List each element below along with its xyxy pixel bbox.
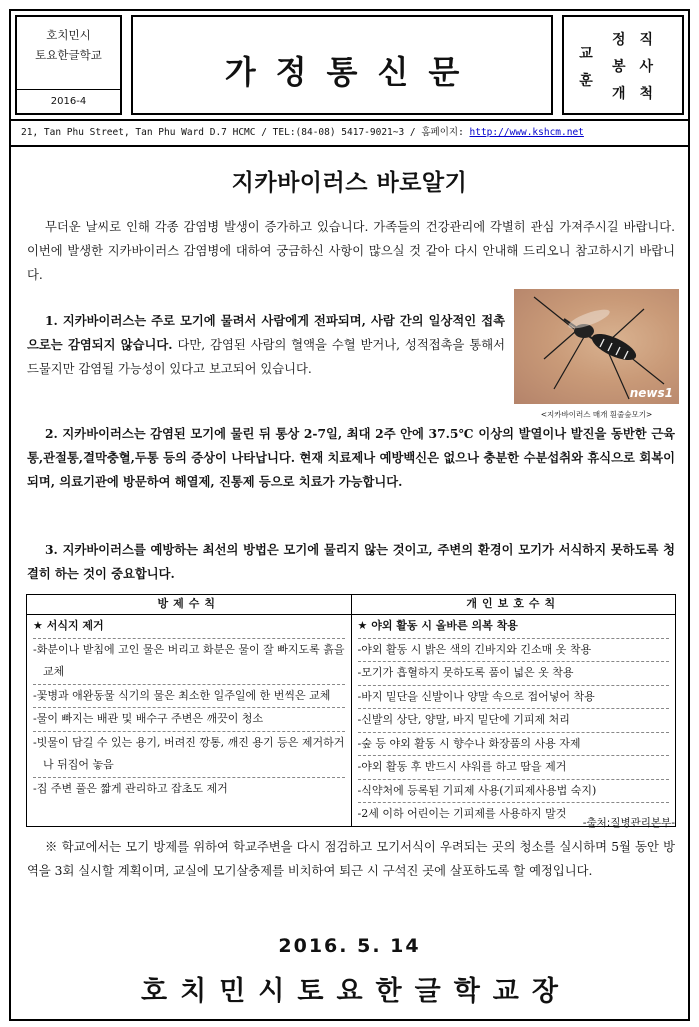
right-column	[351, 615, 676, 827]
school-box	[15, 15, 122, 115]
divider	[17, 89, 120, 90]
paragraph-1-rest: 다만, 감염된 사람의 혈액을 수혈 받거나, 성적접촉을 통해서 드물지만 감염될 가능성이 있다고 보고되어 있습니다.	[27, 338, 505, 376]
header	[11, 11, 688, 121]
list-item: -야외 활동 후 반드시 샤워를 하고 땀을 제거	[358, 755, 670, 779]
title-box	[131, 15, 553, 115]
address-text: 21, Tan Phu Street, Tan Phu Ward D.7 HCMC / TEL:(84-08) 5417-9021~3 / 홈페이지:	[21, 127, 470, 138]
homepage-link[interactable]: http://www.kshcm.net	[469, 127, 584, 138]
school-name-line1: 호치민시	[46, 28, 91, 42]
right-section-title: ★ 야외 활동 시 올바른 의복 착용	[357, 619, 518, 632]
table-header-row	[27, 595, 676, 615]
principal-signature: 호치민시토요한글학교장	[141, 976, 571, 1007]
school-name-line2: 토요한글학교	[35, 48, 102, 62]
school-notice: ※ 학교에서는 모기 방제를 위하여 학교주변을 다시 점검하고 모기서식이 우려되는 곳의 청소를 실시하며 5월 동안 방역을 3회 실시할 계획이며, 교실에 모기살충제를 비치하여 퇴근 시 구석진 곳에 살포하도록 할 예정입니다.	[27, 840, 675, 878]
paragraph-1	[27, 309, 505, 381]
motto-value-3: 개척	[612, 86, 668, 102]
paragraph-2: 2. 지카바이러스는 감염된 모기에 물린 뒤 통상 2-7일, 최대 2주 안에 37.5℃ 이상의 발열이나 발진을 동반한 근육통,관절통,결막충혈,두통 등의 증상이 나타납니다. 현재 치료제나 예방백신은 없으나 충분한 수분섭취와 휴식으로 회복이 되며, 의료기관에 방문하여 해열제, 진통제 등으로 치료가 가능합니다.	[27, 426, 675, 489]
newsletter-title: 가정통신문	[224, 53, 480, 91]
list-item: -집 주변 풀은 짧게 관리하고 잡초도 제거	[33, 777, 345, 801]
list-item: -신발의 상단, 양말, 바지 밑단에 기피제 처리	[358, 708, 670, 732]
column-header-left: 방제수칙	[27, 595, 352, 615]
motto-value-2: 봉사	[612, 59, 668, 75]
list-item: -야외 활동 시 밝은 색의 긴바지와 긴소매 옷 착용	[358, 638, 670, 662]
list-item: -화분이나 받침에 고인 물은 버리고 화분은 물이 잘 빠지도록 흙을 교체	[33, 638, 345, 684]
issue-date: 2016. 5. 14	[278, 935, 421, 957]
column-header-right: 개인보호수칙	[351, 595, 676, 615]
school-name	[17, 25, 120, 65]
photo-watermark: news1	[629, 386, 673, 400]
intro-paragraph: 무더운 날씨로 인해 각종 감염병 발생이 증가하고 있습니다. 가족들의 건강관리에 각별히 관심 가져주시길 바랍니다. 이번에 발생한 지카바이러스 감염병에 대하여 궁금하신 사항이 많으실 것 같아 다시 안내해 드리오니 참고하시기 바랍니다.	[27, 220, 675, 282]
address-bar	[11, 121, 688, 147]
list-item: -물이 빠지는 배관 및 배수구 주변은 깨끗이 청소	[33, 707, 345, 731]
issue-number: 2016-4	[50, 96, 87, 107]
motto-label	[574, 41, 598, 95]
left-section-title: ★ 서식지 제거	[33, 619, 104, 632]
list-item: -빗물이 담길 수 있는 용기, 버려진 깡통, 깨진 용기 등은 제거하거나 뒤집어 놓음	[33, 731, 345, 777]
list-item: -2세 이하 어린이는 기피제를 사용하지 말것	[358, 802, 670, 826]
list-item: -식약처에 등록된 기피제 사용(기피제사용법 숙지)	[358, 779, 670, 803]
table-source: -출처:질병관리본부-	[582, 817, 675, 829]
list-item: -꽃병과 애완동물 식기의 물은 최소한 일주일에 한 번씩은 교체	[33, 684, 345, 708]
motto-box	[562, 15, 684, 115]
photo-caption: <지카바이러스 매개 흰줄숲모기>	[540, 410, 653, 419]
table-body-row	[27, 615, 676, 827]
list-item: -바지 밑단을 신발이나 양말 속으로 접어넣어 착용	[358, 685, 670, 709]
motto-value-1: 정직	[612, 32, 668, 48]
list-item: -숲 등 야외 활동 시 향수나 화장품의 사용 자제	[358, 732, 670, 756]
motto-label-text: 교훈	[579, 46, 593, 89]
paragraph-3: 3. 지카바이러스를 예방하는 최선의 방법은 모기에 물리지 않는 것이고, 주변의 환경이 모기가 서식하지 못하도록 청결히 하는 것이 중요합니다.	[27, 542, 675, 581]
left-column	[27, 615, 352, 827]
prevention-table	[26, 594, 676, 827]
paragraph-1-bold: 1. 지카바이러스는 주로 모기에 물려서 사람에게 전파되며, 사람 간의 일상적인 접촉으로는 감염되지 않습니다.	[27, 313, 505, 352]
motto-values	[604, 27, 674, 108]
mosquito-photo	[514, 289, 679, 404]
list-item: -모기가 흡혈하지 못하도록 품이 넓은 옷 착용	[358, 661, 670, 685]
article-headline: 지카바이러스 바로알기	[231, 170, 468, 196]
newsletter-page	[9, 9, 690, 1021]
